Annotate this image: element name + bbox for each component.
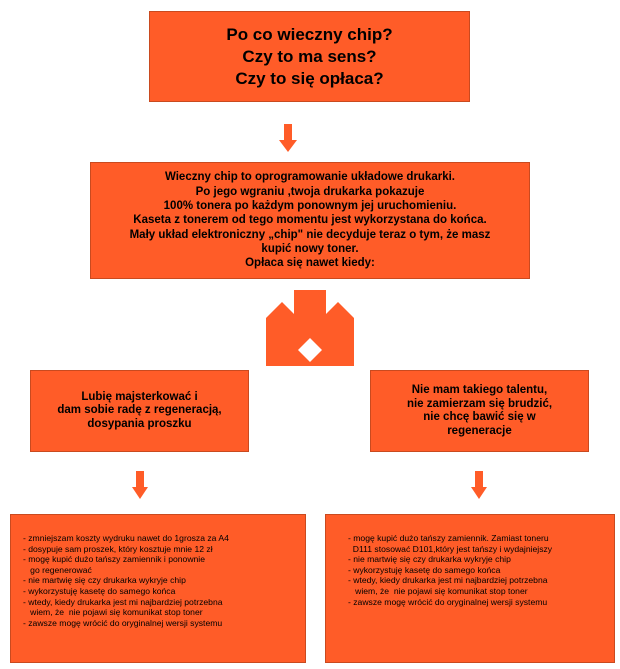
- info-line: Opłaca się nawet kiedy:: [245, 257, 375, 270]
- list-item: - dosypuje sam proszek, który kosztuje mnie 12 zł: [23, 543, 213, 554]
- list-item: wiem, że nie pojawi się komunikat stop toner: [348, 585, 528, 596]
- title-line: Czy to ma sens?: [242, 46, 377, 66]
- right-choice-box: [370, 370, 589, 452]
- list-item: - zawsze mogę wrócić do oryginalnej wersji systemu: [348, 596, 548, 607]
- info-line: Po jego wgraniu ,twoja drukarka pokazuje: [195, 185, 425, 198]
- down-arrow-icon: [132, 471, 148, 499]
- list-item: - mogę kupić dużo tańszy zamiennik i ponownie: [23, 554, 205, 565]
- list-item: - zawsze mogę wrócić do oryginalnej wersji systemu: [23, 617, 223, 628]
- choice-line: nie chcę bawić się w: [423, 411, 536, 423]
- info-line: Wieczny chip to oprogramowanie układowe drukarki.: [164, 171, 455, 184]
- list-item: wiem, że nie pojawi się komunikat stop toner: [23, 607, 203, 618]
- list-item: - nie martwię się czy drukarka wykryje chip: [348, 554, 511, 565]
- split-arrow-icon: [266, 290, 354, 366]
- down-arrow-icon: [279, 124, 297, 152]
- list-item: go regenerować: [23, 564, 92, 575]
- choice-line: nie zamierzam się brudzić,: [406, 397, 553, 410]
- title-line: Po co wieczny chip?: [226, 24, 393, 44]
- right-benefits-box: [325, 514, 615, 663]
- choice-line: dam sobie radę z regeneracją,: [57, 404, 222, 417]
- choice-line: regeneracje: [447, 424, 512, 437]
- list-item: - wykorzystuję kasetę do samego końca: [23, 585, 176, 596]
- info-line: Kaseta z tonerem od tego momentu jest wykorzystana do końca.: [133, 214, 487, 227]
- info-line: 100% tonera po każdym ponownym jej uruchomieniu.: [163, 200, 457, 213]
- title-box: [149, 11, 470, 102]
- choice-line: dosypania proszku: [87, 417, 192, 430]
- left-choice-box: [30, 370, 249, 452]
- list-item: - wykorzystuję kasetę do samego końca: [348, 564, 501, 575]
- list-item: D111 stosować D101,który jest tańszy i wydajniejszy: [348, 543, 553, 554]
- choice-line: Lubię majsterkować i: [81, 390, 198, 403]
- list-item: - mogę kupić dużo tańszy zamiennik. Zamiast toneru: [348, 533, 549, 543]
- list-item: - nie martwię się czy drukarka wykryje chip: [23, 575, 186, 586]
- info-box: [90, 162, 530, 279]
- list-item: - zmniejszam koszty wydruku nawet do 1grosza za A4: [23, 533, 229, 543]
- title-line: Czy to się opłaca?: [235, 68, 384, 88]
- list-item: - wtedy, kiedy drukarka jest mi najbardziej potrzebna: [23, 596, 223, 607]
- list-item: - wtedy, kiedy drukarka jest mi najbardziej potrzebna: [348, 575, 548, 586]
- down-arrow-icon: [471, 471, 487, 499]
- info-line: kupić nowy toner.: [261, 242, 359, 255]
- info-line: Mały układ elektroniczny „chip" nie decyduje teraz o tym, że masz: [129, 228, 491, 241]
- left-benefits-box: [10, 514, 306, 663]
- choice-line: Nie mam takiego talentu,: [411, 384, 548, 396]
